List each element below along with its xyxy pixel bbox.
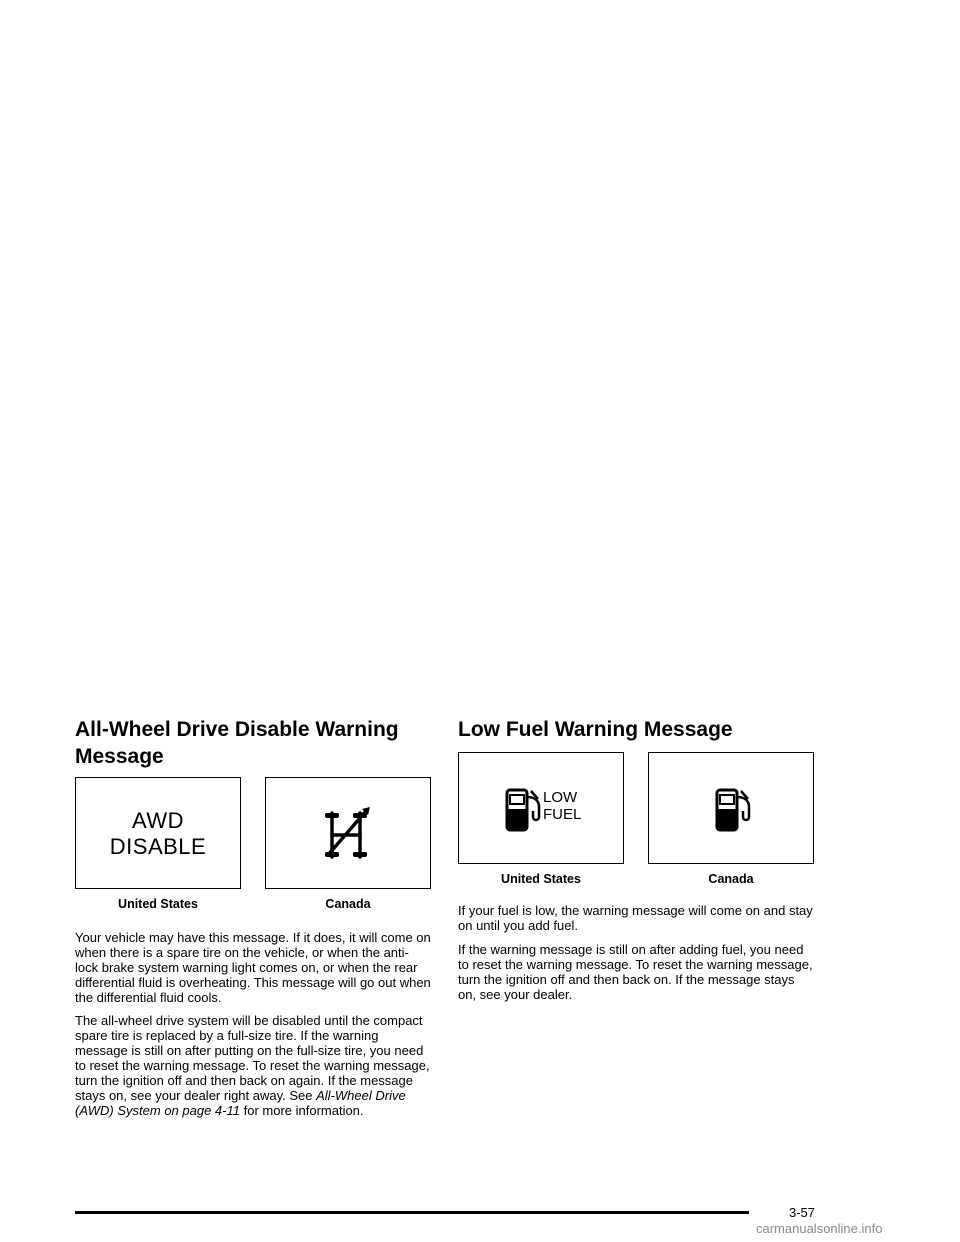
footer-rule (75, 1211, 749, 1214)
awd-system-reference-link[interactable]: All-Wheel Drive (AWD) System on page 4-11 (75, 1088, 406, 1118)
fuel-pump-icon (715, 787, 755, 833)
awd-us-indicator-panel (75, 777, 241, 889)
fuel-paragraph-2: If the warning message is still on after adding fuel, you need to reset the warning message. To reset the warning message, turn the ignition off and then back on. If the message stays on, see your dealer. (458, 942, 813, 1002)
fuel-section-title: Low Fuel Warning Message (458, 718, 733, 741)
fuel-us-indicator-panel (458, 752, 624, 864)
fuel-caption-canada: Canada (708, 872, 754, 886)
low-fuel-text-display: LOW FUEL (543, 789, 582, 823)
awd-caption-canada: Canada (325, 897, 371, 911)
awd-disable-symbol-icon (316, 803, 376, 863)
fuel-canada-indicator-panel (648, 752, 814, 864)
fuel-caption-united-states: United States (501, 872, 581, 886)
awd-caption-united-states: United States (118, 897, 198, 911)
awd-paragraph-2: The all-wheel drive system will be disabled until the compact spare tire is replaced by a full-size tire. If the warning message is still on after putting on the full-size tire, you need to reset the warning message. To reset the warning message, turn the ignition off and then back on again. If the message stays on, see your dealer right away. See All-Wheel Drive (AWD) System on page 4-11 for more information. (75, 1013, 430, 1118)
fuel-paragraph-1: If your fuel is low, the warning message will come on and stay on until you add fuel. (458, 903, 813, 933)
awd-paragraph-1: Your vehicle may have this message. If it does, it will come on when there is a spare tire on the vehicle, or when the anti-lock brake system warning light comes on, or when the rear differential fluid is overheating. This message will go out when the differential fluid cools. (75, 930, 431, 1005)
watermark-text: carmanualsonline.info (756, 1221, 883, 1236)
page-number: 3-57 (789, 1205, 816, 1220)
fuel-pump-icon (505, 787, 545, 833)
awd-section-title: All-Wheel Drive Disable Warning Message (75, 718, 399, 768)
awd-canada-indicator-panel (265, 777, 431, 889)
awd-disable-text-display: AWD DISABLE (109, 808, 207, 859)
